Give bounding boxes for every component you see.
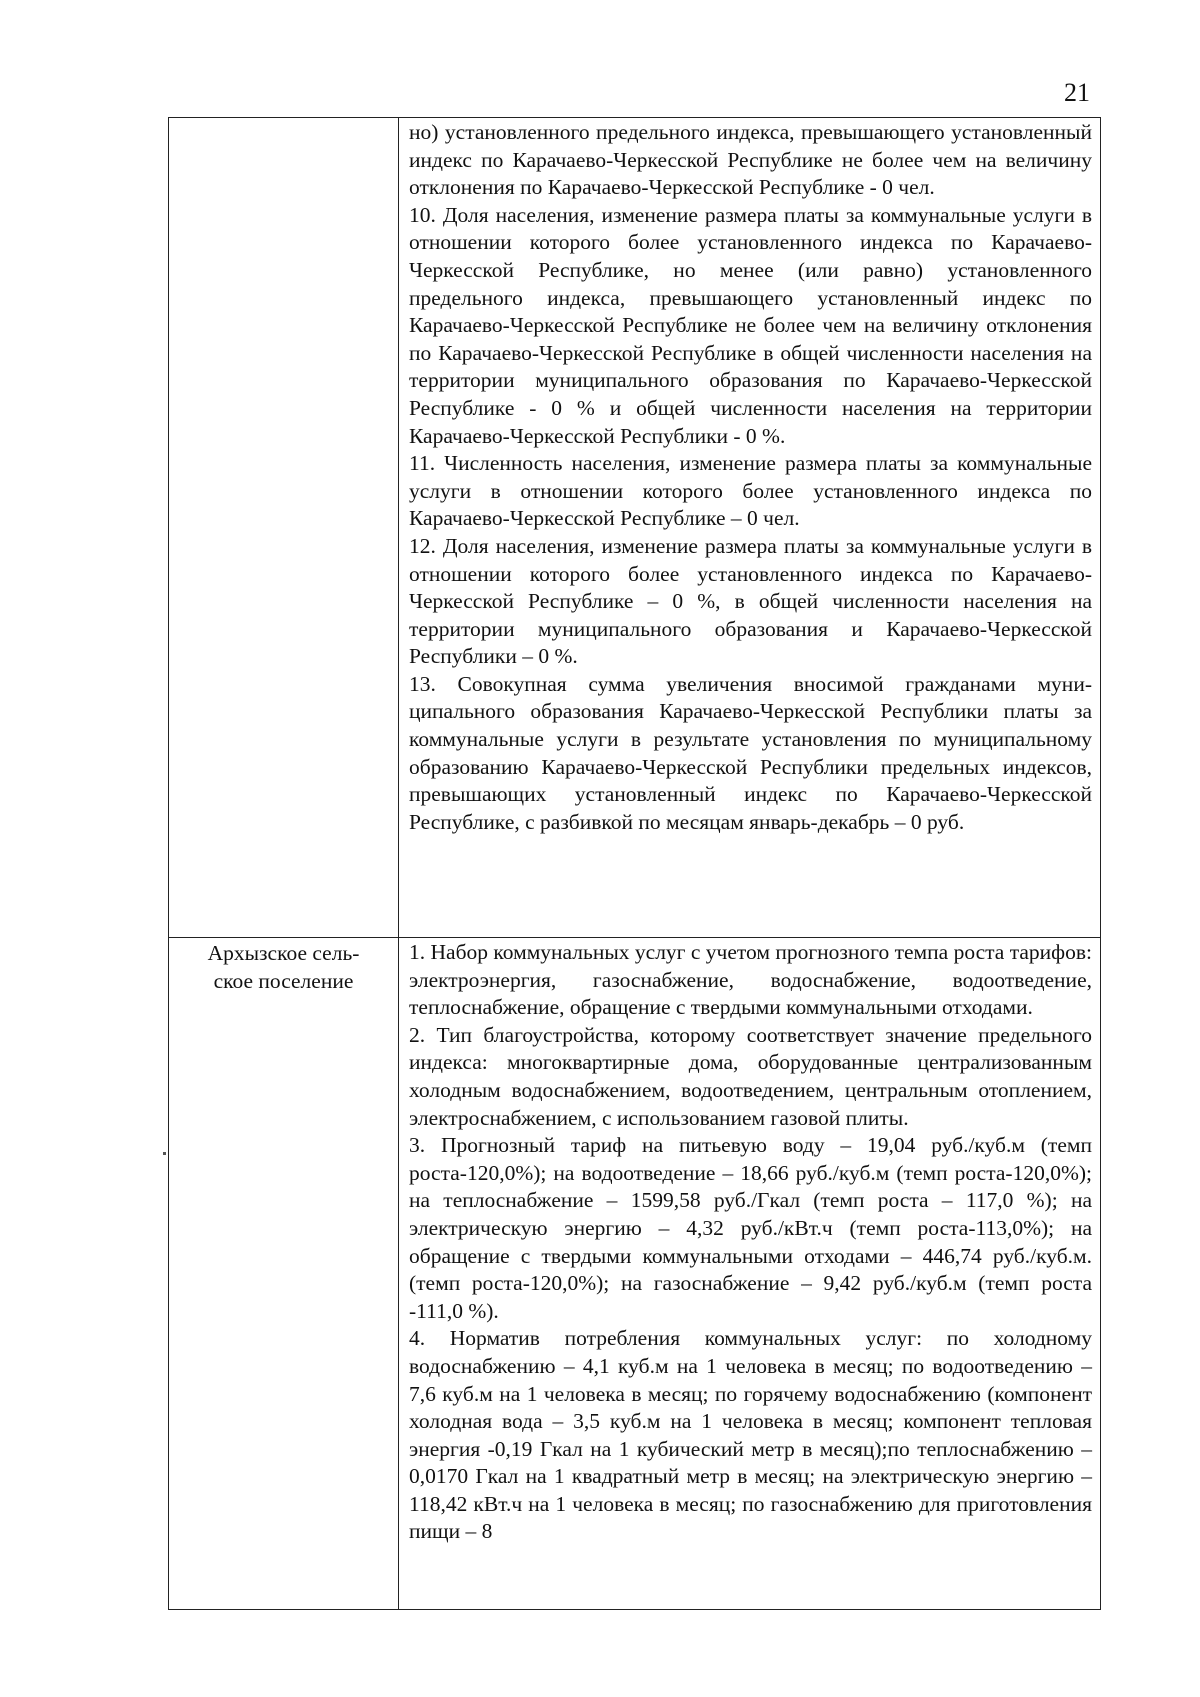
paragraph-item-4: 4. Норматив потребления коммунальных услуг: по холодному водоснабжению – 4,1 куб.м на 1 человека в месяц; по водоотведению – 7,6 куб.м на 1 человека в месяц; по горячему водоснабжению (компонент холодная вода – 3,5 куб.м на 1 человека в месяц; компонент тепловая энергия -0,19 Гкал на 1 кубический метр в месяц);по теплоснабжению – 0,0170 Гкал на 1 квадратный метр в месяц; на электрическую энергию – 118,42 кВт.ч на 1 человека в месяц; по газоснабжению для приготовления пищи – 8	[409, 1326, 1092, 1544]
settlement-name-cell	[169, 938, 399, 1610]
table-row	[169, 938, 1101, 1610]
paragraph-item-11: 11. Численность населения, изменение размера платы за коммунальные услуги в отношении которого более установленного индекса по Карачаево-Черкесской Республике – 0 чел.	[409, 451, 1092, 531]
paragraph-item-13: 13. Совокупная сумма увеличения вносимой гражданами муниципального образования Карачаево-Черкесской Республики платы за коммунальные услуги в результате установления по муниципальному образованию Карачаево-Черкесской Республики предельных индексов, превышающих установленный индекс по Карачаево-Черкесской Республике, с разбивкой по месяцам январь-декабрь – 0 руб.	[409, 671, 1092, 834]
settlement-name-line: ское поселение	[213, 968, 354, 993]
table-row	[169, 118, 1101, 938]
paragraph-item-12: 12. Доля населения, изменение размера платы за коммунальные услуги в отношении которого более установленного индекса по Карачаево-Черкесской Республике – 0 %, в общей численности населения на территории муниципального образования и Карачаево-Черкесской Республики – 0 %.	[409, 533, 1092, 669]
paragraph-item-10: 10. Доля населения, изменение размера платы за коммунальные услуги в отношении которого более установленного индекса по Карачаево-Черкесской Республике, но менее (или равно) установленного предельного индекса, превышающего установленный индекс по Карачаево-Черкесской Республике не более чем на величину отклонения по Карачаево-Черкесской Республике в общей численности населения на территории муниципального образования по Карачаево-Черкесской Республике - 0 % и общей численности населения на территории Карачаево-Черкесской Республики - 0 %.	[409, 202, 1092, 448]
paragraph-item-3: 3. Прогнозный тариф на питьевую воду – 19,04 руб./куб.м (темп роста-120,0%); на водоотведение – 18,66 руб./куб.м (темп роста-120,0%); на теплоснабжение – 1599,58 руб./Гкал (темп роста – 117,0 %); на электрическую энергию – 4,32 руб./кВт.ч (темп роста-113,0%); на обращение с твердыми коммунальными отходами – 446,74 руб./куб.м. (темп роста-120,0%); на газоснабжение – 9,42 руб./куб.м (темп роста -111,0 %).	[409, 1133, 1092, 1323]
page-number: 21	[1064, 78, 1090, 107]
document-table	[168, 117, 1101, 1610]
settlement-name-cell	[169, 118, 399, 938]
description-cell	[399, 118, 1101, 938]
margin-dot	[163, 1152, 166, 1155]
paragraph-item-2: 2. Тип благоустройства, которому соответствует значение предельного индекса: многоквартирные дома, оборудованные централизованным холодным водоснабжением, водоотведением, центральным отоплением, электроснабжением, с использованием газовой плиты.	[409, 1022, 1092, 1130]
settlement-name-line: Архызское сель-	[207, 941, 360, 965]
paragraph-continuation: но) установленного предельного индекса, превышающего установленный индекс по Карачаево-Черкесской Республике не более чем на величину отклонения по Карачаево-Черкесской Республике - 0 чел.	[409, 120, 1092, 200]
description-cell	[399, 938, 1101, 1610]
paragraph-item-1: 1. Набор коммунальных услуг с учетом прогнозного темпа роста тарифов: электроэнергия, газоснабжение, водоснабжение, водоотведение, теплоснабжение, обращение с твердыми коммунальными отходами.	[409, 940, 1092, 1020]
